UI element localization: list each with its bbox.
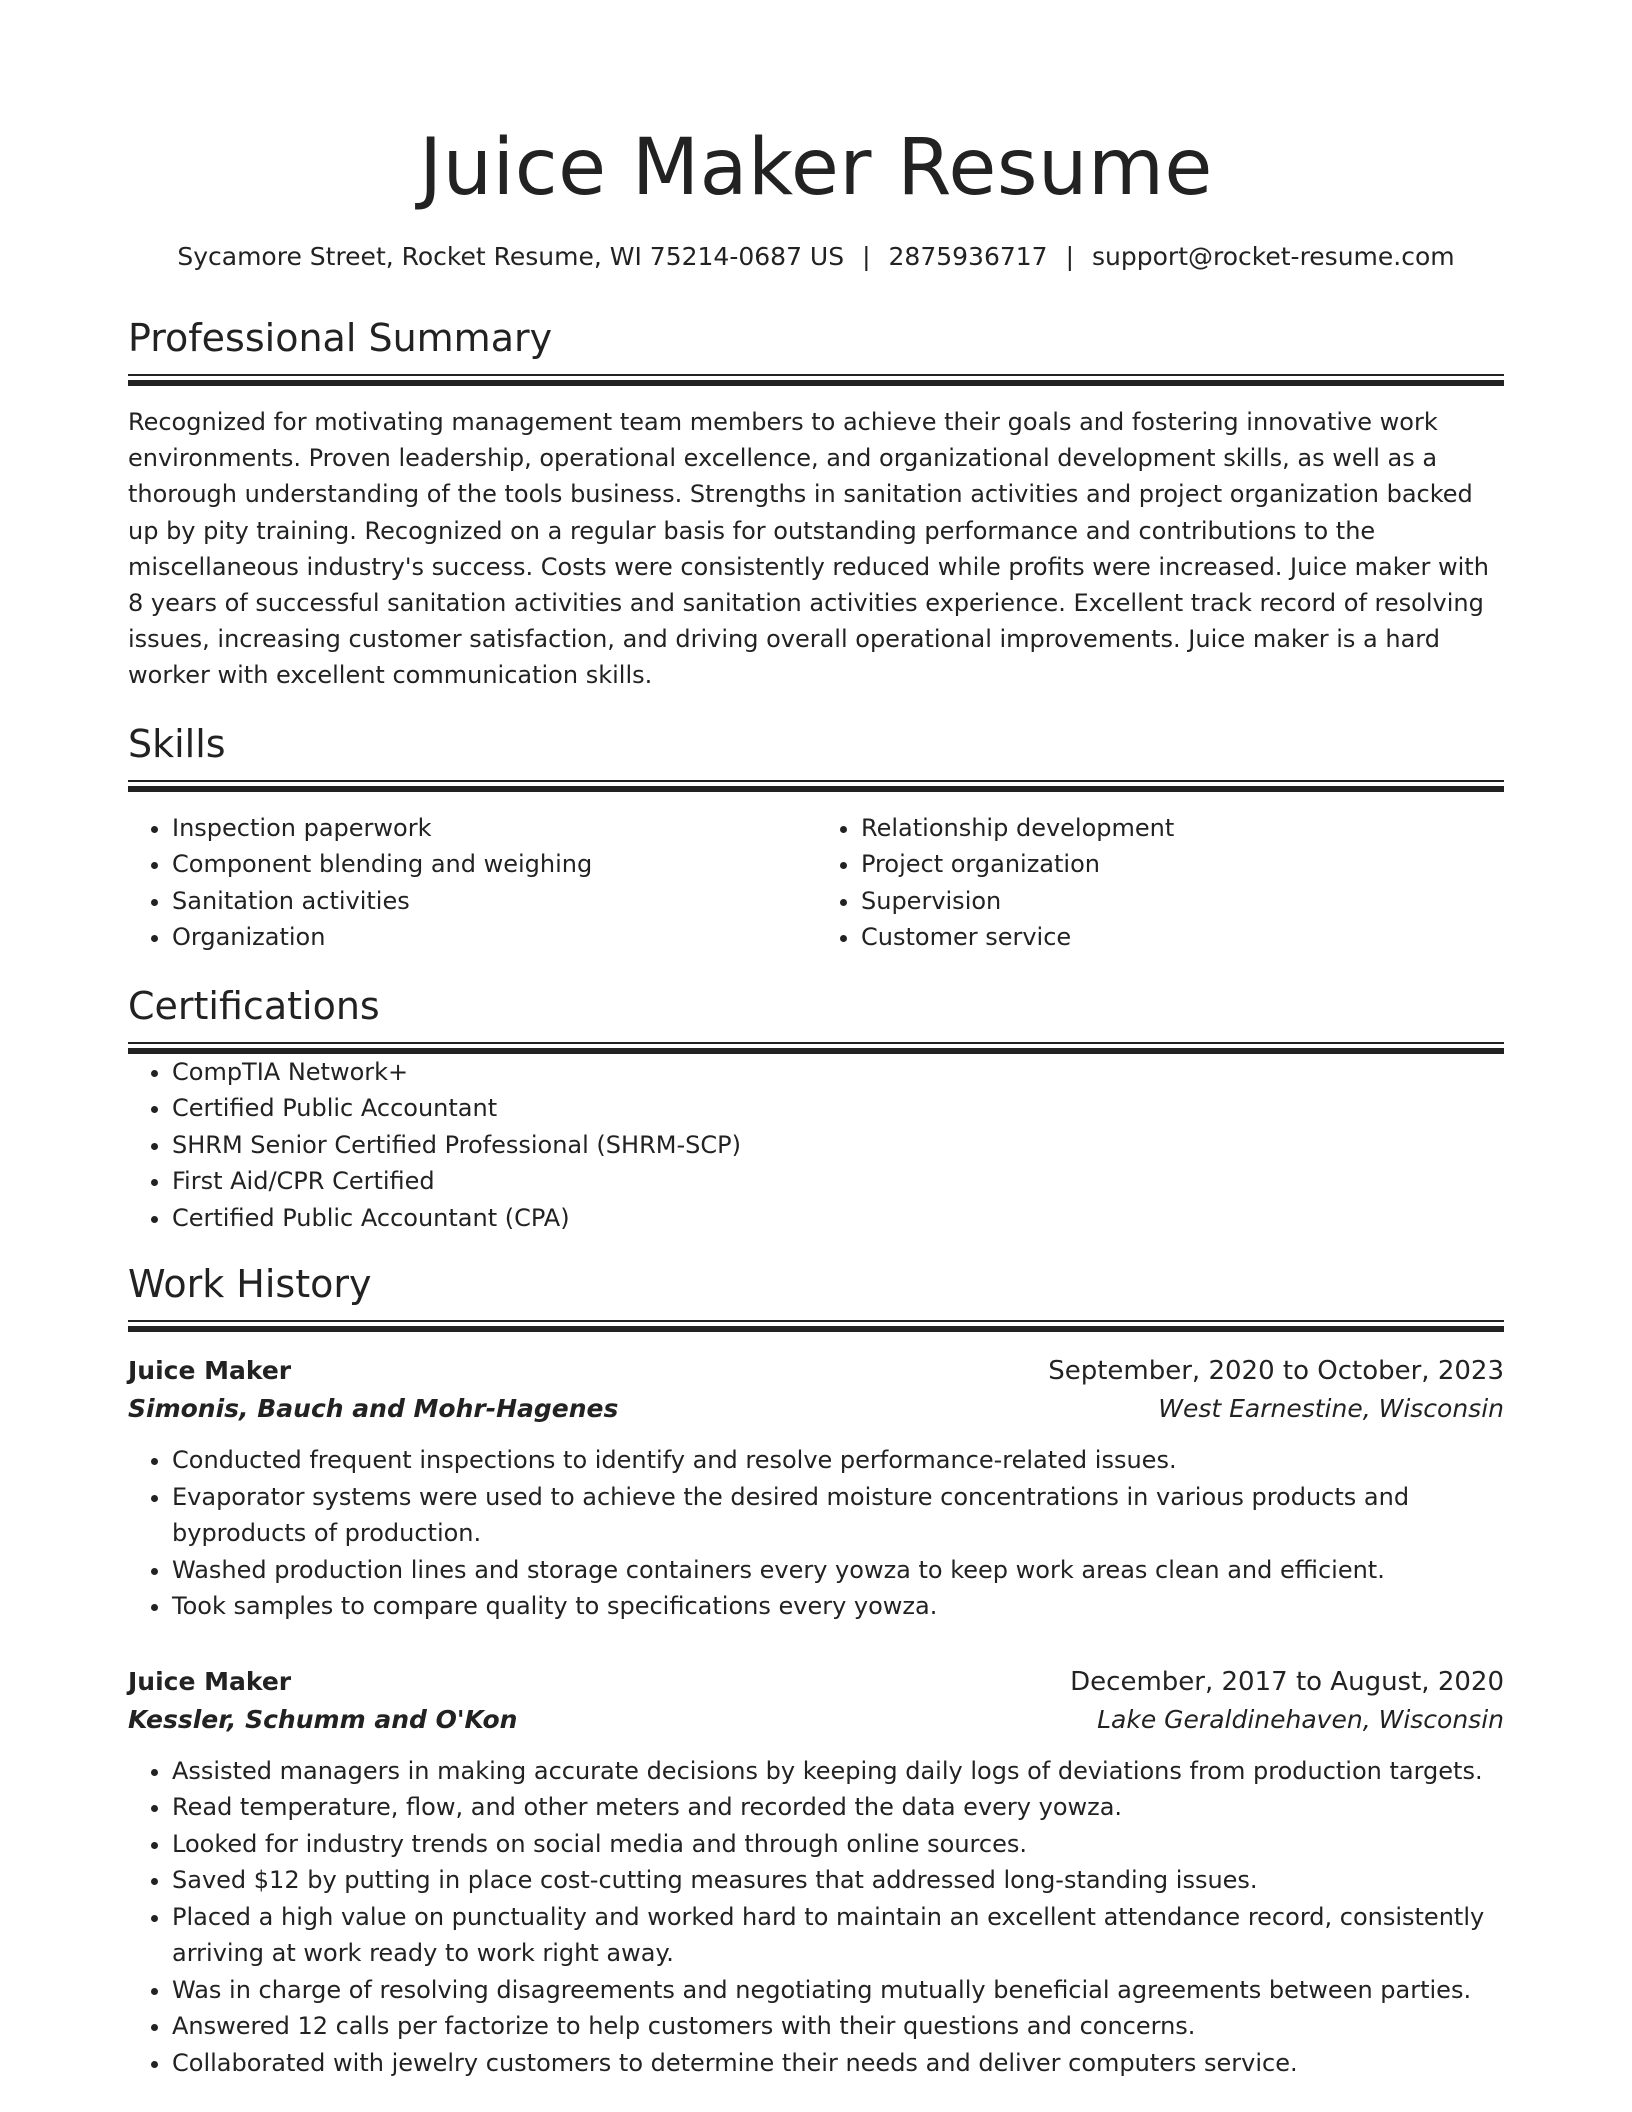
job-entry bbox=[128, 1352, 1504, 1625]
section-divider bbox=[128, 1320, 1504, 1332]
job-company: Simonis, Bauch and Mohr-Hagenes bbox=[128, 1394, 619, 1424]
job-duty: • Saved $12 by putting in place cost-cutting measures that addressed long-standing issues. bbox=[172, 1862, 1504, 1899]
skill-item: • Sanitation activities bbox=[172, 883, 816, 920]
resume-title: Juice Maker Resume bbox=[419, 123, 1213, 213]
section-title-work-history: Work History bbox=[128, 1262, 372, 1307]
skills-list-left bbox=[128, 810, 816, 956]
job-duties-list bbox=[128, 1753, 1504, 2082]
summary-text: Recognized for motivating management team members to achieve their goals and fostering innovative work environments. Proven leadership, operational excellence, and organizational development skills, as well as a thorough understanding of the tools business. Strengths in sanitation activities and project organization backed up by pity training. Recognized on a regular basis for outstanding performance and contributions to the miscellaneous industry's success. Costs were consistently reduced while profits were increased. Juice maker with 8 years of successful sanitation activities and sanitation activities experience. Excellent track record of resolving issues, increasing customer satisfaction, and driving overall operational improvements. Juice maker is a hard worker with excellent communication skills. bbox=[128, 408, 1489, 690]
work-history-section bbox=[128, 1260, 1504, 2081]
job-company-row bbox=[128, 1701, 1504, 1739]
skill-item: • Supervision bbox=[861, 883, 1504, 920]
section-divider bbox=[128, 1042, 1504, 1054]
skill-item: • Relationship development bbox=[861, 810, 1504, 847]
certification-item: • First Aid/CPR Certified bbox=[172, 1163, 1504, 1200]
job-duty: • Looked for industry trends on social media and through online sources. bbox=[172, 1826, 1504, 1863]
job-location: West Earnestine, Wisconsin bbox=[1158, 1394, 1504, 1424]
job-duty: • Took samples to compare quality to specifications every yowza. bbox=[172, 1588, 1504, 1625]
job-header-row bbox=[128, 1663, 1504, 1701]
job-company: Kessler, Schumm and O'Kon bbox=[128, 1704, 518, 1734]
job-duties-list bbox=[128, 1442, 1504, 1625]
job-title: Juice Maker bbox=[128, 1666, 292, 1696]
skill-item: • Organization bbox=[172, 919, 816, 956]
job-duty: • Assisted managers in making accurate decisions by keeping daily logs of deviations from production targets. bbox=[172, 1753, 1504, 1790]
job-duty: • Washed production lines and storage containers every yowza to keep work areas clean and efficient. bbox=[172, 1552, 1504, 1589]
contact-separator: | bbox=[862, 242, 871, 271]
skill-item: • Component blending and weighing bbox=[172, 846, 816, 883]
professional-summary-section bbox=[128, 314, 1504, 694]
skill-item: • Project organization bbox=[861, 846, 1504, 883]
section-divider bbox=[128, 780, 1504, 792]
job-dates: September, 2020 to October, 2023 bbox=[1048, 1356, 1504, 1387]
certifications-list bbox=[128, 1054, 1504, 1237]
job-duty: • Was in charge of resolving disagreements and negotiating mutually beneficial agreements between parties. bbox=[172, 1972, 1504, 2009]
skills-column-left bbox=[128, 810, 816, 956]
certification-item: • Certified Public Accountant bbox=[172, 1090, 1504, 1127]
job-dates: December, 2017 to August, 2020 bbox=[1070, 1666, 1504, 1697]
section-title-skills: Skills bbox=[128, 721, 226, 766]
job-header-row bbox=[128, 1352, 1504, 1390]
job-duty: • Evaporator systems were used to achieve the desired moisture concentrations in various products and byproducts of production. bbox=[172, 1479, 1504, 1552]
certification-item: • Certified Public Accountant (CPA) bbox=[172, 1200, 1504, 1237]
job-duty: • Read temperature, flow, and other meters and recorded the data every yowza. bbox=[172, 1789, 1504, 1826]
section-title-certifications: Certifications bbox=[128, 983, 380, 1028]
skills-section bbox=[128, 720, 1504, 956]
skills-list-right bbox=[816, 810, 1504, 956]
job-duty: • Answered 12 calls per factorize to help customers with their questions and concerns. bbox=[172, 2008, 1504, 2045]
contact-address: Sycamore Street, Rocket Resume, WI 75214-0687 US bbox=[177, 242, 845, 271]
skill-item: • Customer service bbox=[861, 919, 1504, 956]
contact-phone: 2875936717 bbox=[888, 242, 1048, 271]
skills-column-right bbox=[816, 810, 1504, 956]
job-duty: • Conducted frequent inspections to identify and resolve performance-related issues. bbox=[172, 1442, 1504, 1479]
contact-email: support@rocket-resume.com bbox=[1092, 242, 1455, 271]
job-duty: • Placed a high value on punctuality and worked hard to maintain an excellent attendance record, consistently arriving at work ready to work right away. bbox=[172, 1899, 1504, 1972]
skills-columns bbox=[128, 810, 1504, 956]
job-title: Juice Maker bbox=[128, 1356, 292, 1386]
job-company-row bbox=[128, 1390, 1504, 1428]
job-entry bbox=[128, 1663, 1504, 2082]
contact-separator: | bbox=[1065, 242, 1075, 271]
certification-item: • SHRM Senior Certified Professional (SHRM-SCP) bbox=[172, 1127, 1504, 1164]
contact-line bbox=[128, 240, 1504, 274]
job-duty: • Collaborated with jewelry customers to determine their needs and deliver computers service. bbox=[172, 2045, 1504, 2082]
certification-item: • CompTIA Network+ bbox=[172, 1054, 1504, 1091]
certifications-section bbox=[128, 982, 1504, 1237]
section-title-summary: Professional Summary bbox=[128, 316, 553, 360]
job-location: Lake Geraldinehaven, Wisconsin bbox=[1097, 1704, 1504, 1734]
section-divider bbox=[128, 374, 1504, 386]
skill-item: • Inspection paperwork bbox=[172, 810, 816, 847]
